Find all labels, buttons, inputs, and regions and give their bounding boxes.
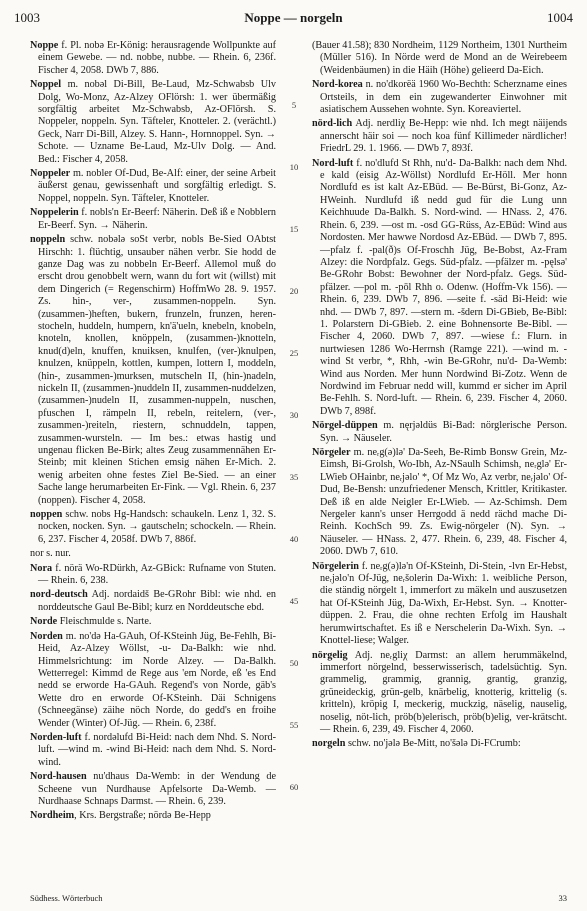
entry-text: f. nörä Wo-RDürkh, Az-GBick: Rufname von Stuten. — Rhein. 6, 238. <box>38 562 276 587</box>
page-footer <box>30 893 567 905</box>
line-number: 10 <box>289 162 299 172</box>
dictionary-entry <box>30 616 276 628</box>
line-number: 25 <box>289 348 299 358</box>
dictionary-entry <box>30 732 276 769</box>
page-number-left: 1003 <box>14 10 40 25</box>
headword: Norden <box>30 630 63 642</box>
headword: norgeln <box>312 738 346 750</box>
dictionary-entry <box>30 810 276 822</box>
entry-text: f. Pl. nobə Er-König: herausragende Wollpunkte auf einem Gewebe. — nd. nobbe, nubbe. — Rhein. 6, 236f. Fischer 4, 2058. DWb 7, 886. <box>38 40 276 76</box>
headword: noppeln <box>30 234 66 246</box>
entry-text: f. nobls'n Er-Beerf: Näherin. Deß iß e Nobblern Er-Beerf. Syn. → Näherin. <box>38 207 276 231</box>
headword: Noppelerin <box>30 207 79 219</box>
dictionary-entry <box>312 420 567 445</box>
page-number-right: 1004 <box>547 10 573 25</box>
dictionary-entry <box>30 563 276 588</box>
headword: Norden-luft <box>30 731 82 743</box>
entry-text: m. no'də Ha-GAuh, Of-KSteinh Jüg, Be-Fehlh, Bi-Heid, Az-Alzey Wöllst, -u- Da-Balkh: wie nhd. Himmelsrichtung: im Norde Alzey. — Da-Balkh. Wetterregel: Kimmd de Rege aus 'em Norde, eß 'es End nedd se erworde Ha-GAuh. Regend's von Norde, gäb's Wette dro en erworde Of-KSteinh. Däi Schnigens (Schneegänse) zäihe nöch Norde, do gedd's en froihe Wender (Winter) Of-Jüg. — Rhein. 6, 238f. <box>38 630 276 729</box>
entry-text: nu'dhaus Da-Wemb: in der Wendung de Scheene vun Nurdhause Apfelsorte Da-Wemb. — Nurdhaase Schnaps Darmst. — Rhein. 6, 239. <box>38 771 276 807</box>
entry-text: schw. nobs Hg-Handsch: schaukeln. Lenz 1, 32. S. nocken, nocken. Syn. → gautscheln; schockeln. — Rhein. 6, 237. Fischer 4, 2058f. DWb 7, 886f. <box>38 509 276 545</box>
line-number: 20 <box>289 286 299 296</box>
headword: Noppel <box>30 79 62 91</box>
headword: Norde <box>30 616 58 628</box>
entry-text: f. nordəlufd Bi-Heid: nach dem Nhd. S. Nord-luft. —wind m. -wind Bi-Heid: nach dem Nhd. S. Nord-wind. <box>38 731 276 768</box>
headword: Nora <box>30 562 53 574</box>
dictionary-entry <box>30 771 276 808</box>
entry-text: m. neᵣg(ə)lə' Da-Seeh, Be-Rimb Bonsw Grein, Mz-Eimsh, Bi-Grolsh, Wo-Ibh, Az-NSaulh Schimsh, neᵣglə' Er-LWieb OHainbr, neᵣjəlo' *, Of Mz Wo, Az verbr, neᵣjəlo' Of-Dud, Be-Bensh: unzufriedener Mensch, Krittler, Kritikaster. Deß iß en alde Neigler Er-LWieb. — Az-Schimsh. Dem Nergeler kann's unser Herrgodd ä nedd rächd mache Di-Reinh. KochSch 99. Zs. Ewig-nörgeler (N). Syn. → Näuseler. — HNass. 2, 477. Rhein. 6, 239, 48. Fischer 4, 2060. DWb 7, 610. <box>320 447 567 558</box>
dictionary-entry <box>30 40 276 77</box>
line-number: 35 <box>289 472 299 482</box>
entry-text: f. neᵣg(ə)lə'n Of-KSteinh, Di-Stein, -lvn Er-Hebst, neᵣjəlo'n Of-Jüg, neᵣšolerin Da-Wixh: 1. weibliche Person, die ständig nörgelt 1, immerfort zu mäkeln und auszusetzen hat Of-KSteinh Jüg, Da-Wixh, Er-Hebst. Syn. → Knotter-düppen. 2. Frau, die ohne rechten Erfolg im Haushalt herumwirtschaftet. Es iß e Nerschelerin Da-Wixh. Syn. → Knottel-liese; Walger. <box>320 560 567 647</box>
dictionary-entry <box>312 738 567 750</box>
entry-text: Adj. neᵣgliχ Darmst: an allem herummäkelnd, immerfort nörgelnd, besserwisserisch, tadelsüchtig. Syn. grammelig, grammig, grannig, grantig, granzig, grüneideckig, grün-gelb, knärbelig, knotterig, krittelig (s. kritteln), kröpig I, meckerig, muckzig, näselig, nauselig, noselig, nöt-lich, pröb(b)elerisch, pröb(b)elig, ver-krätscht. — Rhein. 6, 239, 49. Fischer 4, 2060. <box>320 649 567 735</box>
dictionary-entry <box>312 158 567 419</box>
entry-text: m. nobəl Di-Bill, Be-Laud, Mz-Schwabsb Ulv Dolg, Wo-Monz, Az-Alzey OFlörsh: 1. wer übermäßig sorgfältig arbeitet Mz-Schwabsb, Az-OFlörsh. S. Noppeler, noppeln. Syn. Täfteler, Knotteler. 2. (verächtl.) Geck, Narr Di-Bill, Alzey. S. Hann-, Hornnoppel. Syn. → Schote. — Uzname Be-Laud, Mz-Ulv Dolg. — And. Bed.: Fischer 4, 2058. <box>38 79 276 165</box>
line-number: 50 <box>289 658 299 668</box>
line-number: 15 <box>289 224 299 234</box>
headword: Nörgelerin <box>312 560 359 572</box>
dictionary-entry <box>30 207 276 232</box>
dictionary-entry <box>30 168 276 205</box>
line-number: 60 <box>289 782 299 792</box>
line-number: 55 <box>289 720 299 730</box>
dictionary-entry <box>312 561 567 648</box>
entry-text: schw. nobələ soSt verbr, nobls Be-Sied OAbtst Hirschh: 1. flüchtig, unsauber nähen verbr. Sie hodd de ganze Dag was zu nobbeln Er-Beerf. Allemol muß do erscht drou genobbelt wern, wann du fort wit (willst) mit dem Dingerich (= Regenschirm) HoffmWo 28. 9. 1957. Zs. hin-, ver-, zusammen-noppeln. Syn. (zusammen-)heften, bukern, frunzeln, frunzen, heren-stocheln, huddeln, humpern, kn'ä'ueln, knebeln, knobeln, knoteln, knollen, knöppeln, (zusammen-)knotteln, knud(d)eln, knuffen, knuiksen, knulfen, (ver-)knulpen, knulzen, knüppeln, kottlen, kumpen, lottern I, moddeln, (hin-, zusammen-)murksen, mutscheln II, (hin-)nadeln, nickeln II, (zusammen-)nuddeln II, zusammen-nuddelzen, (zusammen-)nudeln II, zusammen-nuppeln, nuschen, pfuschen I, rämpeln II, rebeln, reitelern, (ver-, zusammen-)reiteln, riestern, schnuddeln, tappen, zusammen-wursteln. — Im bes.: etwas hastig und ungenau flicken Be-Birk; altes Zeug zusammennähen Er-Steinb; mit kleinen Stichen emsig nähen Er-Mich. 2. wenig arbeiten ohne festes Ziel Be-Sied. — an einer Sache lange herumarbeiten Er-Fink. — Vgl. Rhein. 6, 237 (noppen). Fischer 4, 2058. <box>38 234 276 506</box>
dictionary-entry <box>312 650 567 737</box>
headword: nörd-lich <box>312 118 353 130</box>
dictionary-entry <box>30 631 276 730</box>
entry-text: schw. no'jələ Be-Mitt, no'šələ Di-FCrumb: <box>345 738 521 750</box>
entry-text: Adj. nordaidš Be-GRohr Bibl: wie nhd. en norddeutsche Gaul Be-Bibl; kurz en Norddeutsche ebd. <box>38 589 276 613</box>
headword: noppen <box>30 509 63 521</box>
footer-publication: Südhess. Wörterbuch <box>30 893 103 903</box>
entry-text: n. no'dkorëä 1960 Wo-Bechth: Scherzname eines Ortsteils, in dem ein zugewanderter Einwohner mit asiatischem Aussehen wohnte. Syn. Koreaviertel. <box>320 79 567 116</box>
line-number: 30 <box>289 410 299 420</box>
dictionary-entry <box>312 447 567 559</box>
line-number: 45 <box>289 596 299 606</box>
headword: Nordheim <box>30 810 75 822</box>
dictionary-entry <box>312 118 567 155</box>
entry-text: (Bauer 41.58); 830 Nordheim, 1129 Northeim, 1301 Nurtheim (Müller 516). In Nörde werd de Mond an de Weirebeem (Weidenbäumen) in die Häih (Höhe) gelieerd Da-Eich. <box>312 40 567 76</box>
line-number: 5 <box>291 100 297 110</box>
entry-text: , Krs. Bergstraße; nördə Be-Hepp <box>74 810 211 822</box>
entry-text: f. no'dlufd St Rhh, nu'd- Da-Balkh: nach dem Nhd. e kald (eisig Az-Wöllst) Nordlufd Er-Höll. Mer honn Nordlufd es ist kalt Az-EBüd. — Be-Bürst, Bi-Gonz, Az-HWeinh. Nurdlufd iß nedd gud für die Lung unn Keichhuude Da-Balkh. S. Nord-wind. — HNass. 2, 476. Rhein. 6, 239. —ost m. -osd GG-Rüss, Az-EBüd: Wind aus Nordosten. Mer hawwe Nordosd Az-EBüd. — DWb 7, 895. —pfalz f. -pal(ð)s Of-Froschh Jüg, Be-Bobst, Az-Fram Alzey: die Nordpfalz. Gegs. Süd-pfalz. —pfälzer m. -pęlsə' Be-GRohr Bobst: Bewohner der Nord-pfalz. Gegs. Süd-pfälzer. —pol m. -pōl Rhh o. Odenw. (Hoffm-Vk 156). — Rhein. 6, 239. DWb 7, 896. —seite f. -säd Bi-Heid: wie nhd. — DWb 7, 897. —stern m. -šdern Di-GBieb, Be-Bibl: 1. Polarstern Di-GBieb. 2. eine Bohnensorte Be-Bibl. — Fischer 4, 2060. DWb 7, 897. —wiese f.: Flurn. in nurtwiesen 1286 Wo-Herrnsh (Ramge 221). —wind m. -wind St verbr, *, Rhh, -win Be-GRohr, nu'd- Da-Wemb: Wind aus Norden. Mer hunn Nordwind Bi-Zotz. Wenn de Nordwind im Februar nedd will, kummd er sicher im April Be-Fehlh. S. Nord-luft. — Rhein. 6, 239. Fischer 4, 2060. DWb 7, 898f. <box>320 157 567 417</box>
headword: Noppe <box>30 40 59 51</box>
dictionary-entry <box>312 40 567 77</box>
headword: Nörgel-düppen <box>312 420 378 432</box>
dictionary-entry <box>30 589 276 614</box>
entry-text: Fleischmulde s. Narte. <box>57 616 152 628</box>
left-column <box>30 40 276 889</box>
headword: Nord-korea <box>312 79 363 91</box>
entry-text: m. nobler Of-Dud, Be-Alf: einer, der seine Arbeit äußerst genau, gewissenhaft und sorgfältig erledigt. S. Noppel, noppeln. Syn. Täfteler, Knotteler. <box>38 168 276 204</box>
right-column <box>312 40 567 889</box>
dictionary-entry <box>30 79 276 166</box>
dictionary-entry <box>30 509 276 546</box>
entry-text: Adj. nerdliχ Be-Hepp: wie nhd. Ich megt näijends annerscht häir soi — noch koa fünf Killimeder närdlicher! FriedrL 29. 1. 1966. — DWb 7, 893f. <box>320 118 567 155</box>
entry-text: nor s. nur. <box>30 548 71 560</box>
dictionary-entry <box>30 234 276 507</box>
headword: Nörgeler <box>312 447 351 458</box>
footer-sheet-number: 33 <box>558 893 567 903</box>
headword: nörgelig <box>312 649 348 661</box>
headword: Noppeler <box>30 168 71 180</box>
line-number: 40 <box>289 534 299 544</box>
page-header <box>14 10 573 28</box>
dictionary-entry <box>30 548 276 560</box>
headword: nord-deutsch <box>30 589 88 601</box>
entry-text: m. nęrjəldüs Bi-Bad: nörglerische Person. Syn. → Näuseler. <box>320 420 567 444</box>
headword: Nord-hausen <box>30 771 87 783</box>
running-title: Noppe — norgeln <box>244 10 343 25</box>
dictionary-entry <box>312 79 567 116</box>
headword: Nord-luft <box>312 157 354 169</box>
